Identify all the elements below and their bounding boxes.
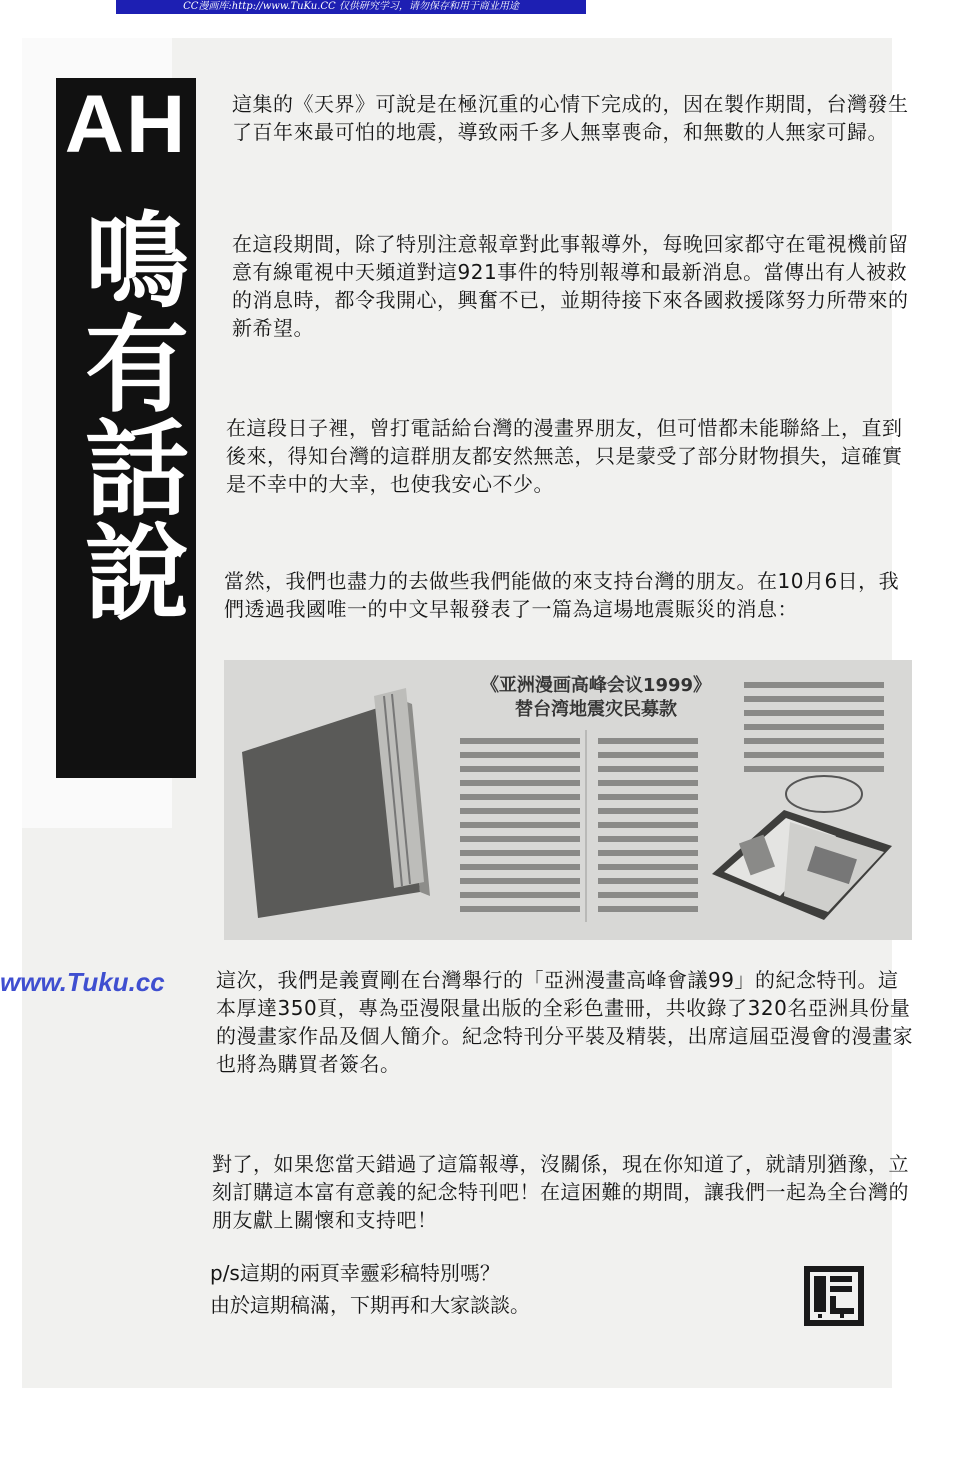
paragraph-5: 這次，我們是義賣剛在台灣舉行的「亞洲漫畫高峰會議99」的紀念特刊。這本厚達350頁，專為亞漫限量出版的全彩色畫冊，共收錄了320名亞洲具份量的漫畫家作品及個人簡介。紀念特刊分平裝及精裝，出席這屆亞漫會的漫畫家也將為購買者簽名。 [216, 968, 913, 1076]
title-ah: AH [64, 79, 188, 170]
postscript-line-1: p/s這期的兩頁幸靈彩稿特別嗎？ [210, 1261, 500, 1285]
author-seal-stamp [802, 1264, 866, 1328]
newspaper-clipping [224, 660, 912, 940]
clipping-headline-line-1: 《亚洲漫画高峰会议1999》 [480, 675, 712, 696]
clipping-headline-line-2: 替台湾地震灾民募款 [515, 699, 677, 720]
paragraph-6: 對了，如果您當天錯過了這篇報導，沒關係，現在你知道了，就請別猶豫，立刻訂購這本富有意義的紀念特刊吧！在這困難的期間，讓我們一起為全台灣的朋友獻上關懷和支持吧！ [212, 1152, 909, 1232]
open-book-image [712, 810, 892, 920]
paragraph-4: 當然，我們也盡力的去做些我們能做的來支持台灣的朋友。在10月6日，我們透過我國唯一的中文早報發表了一篇為這場地震賑災的消息： [224, 569, 900, 621]
watermark-link[interactable]: www.Tuku.cc [0, 967, 165, 997]
top-banner: CC漫画库:http://www.TuKu.CC 仅供研究学习，请勿保存和用于商业用途 [116, 0, 586, 14]
closed-book-image [242, 688, 430, 918]
title-block [56, 78, 196, 778]
paragraph-2: 在這段期間，除了特別注意報章對此事報導外，每晚回家都守在電視機前留意有線電視中天頻道對這921事件的特別報導和最新消息。當傳出有人被救的消息時，都令我開心，興奮不已，並期待接下來各國救援隊努力所帶來的新希望。 [232, 232, 909, 340]
paragraph-3: 在這段日子裡，曾打電話給台灣的漫畫界朋友，但可惜都未能聯絡上，直到後來，得知台灣的這群朋友都安然無恙，只是蒙受了部分財物損失，這確實是不幸中的大幸，也使我安心不少。 [226, 416, 903, 496]
postscript-line-2: 由於這期稿滿，下期再和大家談談。 [210, 1293, 530, 1317]
title-heading: 鳴有話說 [67, 206, 189, 622]
paragraph-1: 這集的《天界》可說是在極沉重的心情下完成的，因在製作期間，台灣發生了百年來最可怕的地震，導致兩千多人無辜喪命，和無數的人無家可歸。 [232, 92, 909, 144]
clipping-headline [456, 674, 736, 722]
